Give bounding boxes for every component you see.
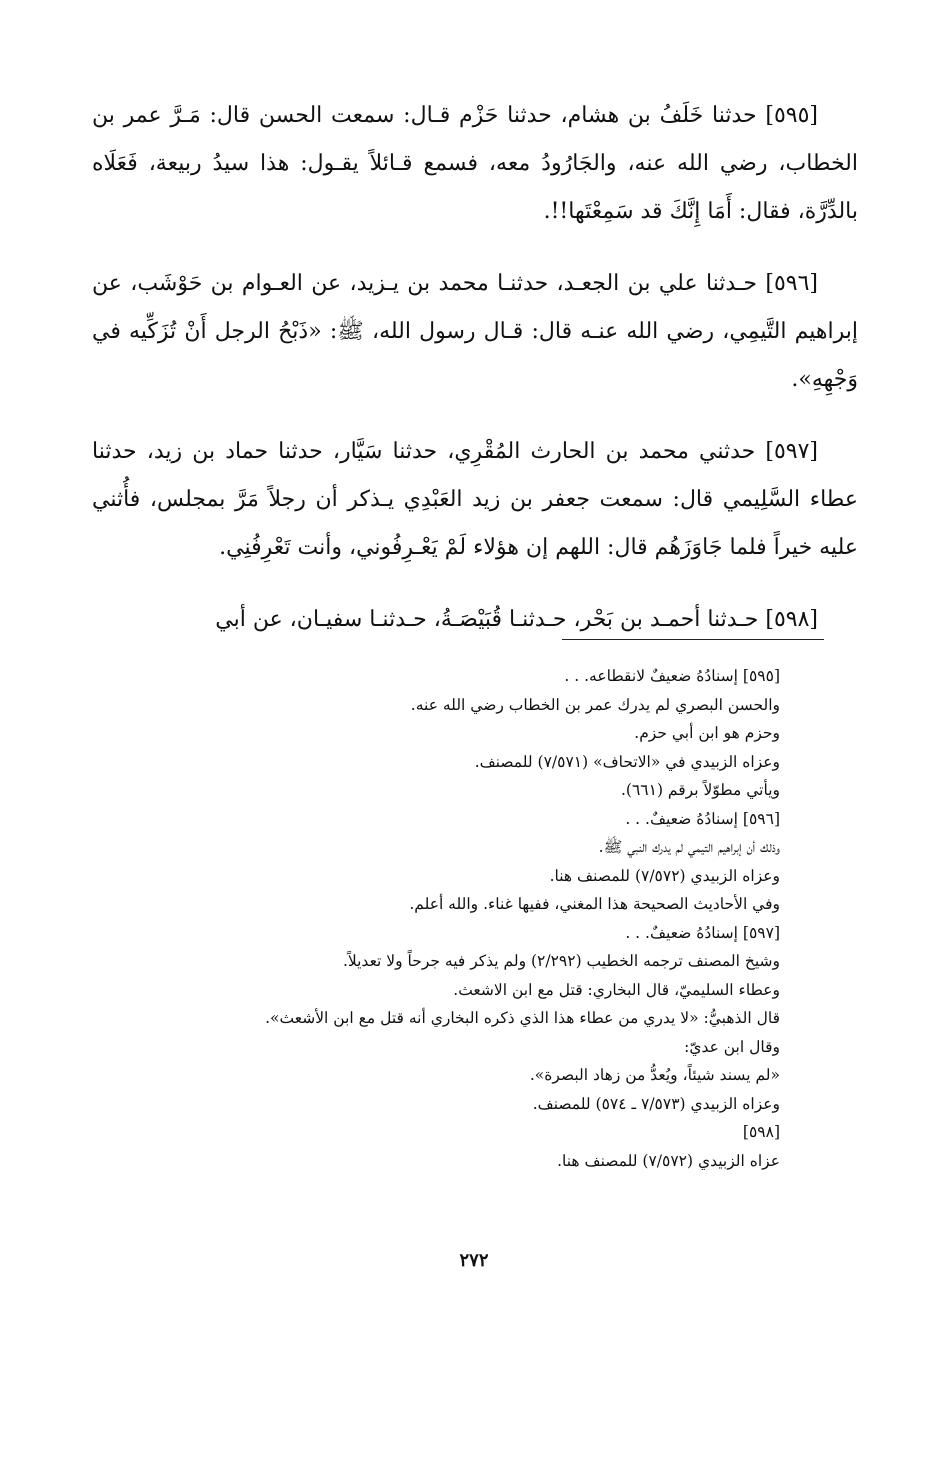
footnote-line: ويأتي مطوّلاً برقم (٦٦١). (620, 781, 780, 799)
footnote-line: قال الذهبيُّ: «لا يدري من عطاء هذا الذي ذكره البخاري أنه قتل مع ابن الأشعث». (265, 1009, 780, 1027)
footnote-line: وعزاه الزبيدي (٧/٥٧٢) للمصنف هنا. (549, 866, 780, 885)
main-text (92, 92, 858, 668)
footnote-line: وشيخ المصنف ترجمه الخطيب (٢/٢٩٢) ولم يذكر فيه جرحاً ولا تعديلاً. (342, 952, 780, 970)
hadith-595: [٥٩٥] حدثنا خَلَفُ بن هشام، حدثنا حَزْم قـال: سمعت الحسن قال: مَـرَّ عمر بن الخطاب، رضي الله عنه، والجَارُودُ معه، فسمع قـائلاً يقـول: هذا سيدُ ربيعة، فَعَلَاه بالدِّرَّة، فقال: أَمَا إِنَّكَ قد سَمِعْتَها!!. (92, 103, 858, 224)
footnote-line: والحسن البصري لم يدرك عمر بن الخطاب رضي الله عنه. (410, 695, 780, 714)
page-number: ٢٧٢ (459, 1250, 489, 1271)
footnote-line: [٥٩٨] (742, 1123, 780, 1141)
hadith-597: [٥٩٧] حدثني محمد بن الحارث المُقْرِي، حدثنا سَيَّار، حدثنا حماد بن زيد، حدثنا عطاء السَّلِيمي قال: سمعت جعفر بن زيد العَبْدِي يـذكر أن رجلاً مَرَّ بمجلس، فأُثني عليه خيراً فلما جَاوَزَهُم قال: اللهم إن هؤلاء لَمْ يَعْـرِفُوني، وأنت تَعْرِفُنِي. (92, 439, 858, 560)
footnote-line: [٥٩٦] إسنادُهُ ضعيفٌ. . . (625, 809, 780, 828)
footnote-line: [٥٩٥] إسنادُهُ ضعيفٌ لانقطاعه. . . (564, 667, 780, 685)
footnote-line: وعزاه الزبيدي (٧/٥٧٣ ـ ٥٧٤) للمصنف. (532, 1094, 780, 1113)
footnote-line: وعزاه الزبيدي في «الاتحاف» (٧/٥٧١) للمصنف. (474, 752, 780, 771)
hadith-596: [٥٩٦] حـدثنا علي بن الجعـد، حدثنـا محمد بن يـزيد، عن العـوام بن حَوْشَب، عن إبراهيم التَّيمِي، رضي الله عنـه قال: قـال رسول الله، ﷺ: «ذَبْحُ الرجل أَنْ تُزَكِّيه في وَجْهِهِ». (92, 271, 858, 392)
footnote-line: وحزم هو ابن أبي حزم. (634, 724, 780, 742)
footnote-line: وقال ابن عديّ: (684, 1037, 780, 1056)
footnotes (170, 662, 780, 1175)
footnote-line: عزاه الزبيدي (٧/٥٧٢) للمصنف هنا. (557, 1151, 780, 1170)
hadith-598: [٥٩٨] حـدثنا أحمـد بن بَحْر، حـدثنـا قُبَيْصَـةُ، حـدثنـا سفيـان، عن أبي (215, 607, 818, 632)
footnote-line: وعطاء السليميّ، قال البخاري: قتل مع ابن الاشعث. (453, 980, 780, 999)
footnote-line: [٥٩٧] إسنادُهُ ضعيفٌ. . . (625, 923, 780, 942)
footnote-separator (562, 639, 824, 640)
footnote-line: وذلك أن إبراهيم التيمي لم يدرك النبي ﷺ. (598, 838, 780, 856)
footnote-line: وفي الأحاديث الصحيحة هذا المغني، ففيها غناء. والله أعلم. (409, 895, 780, 913)
footnote-line: «لم يسند شيئاً، ويُعدُّ من زهاد البصرة». (529, 1066, 780, 1084)
